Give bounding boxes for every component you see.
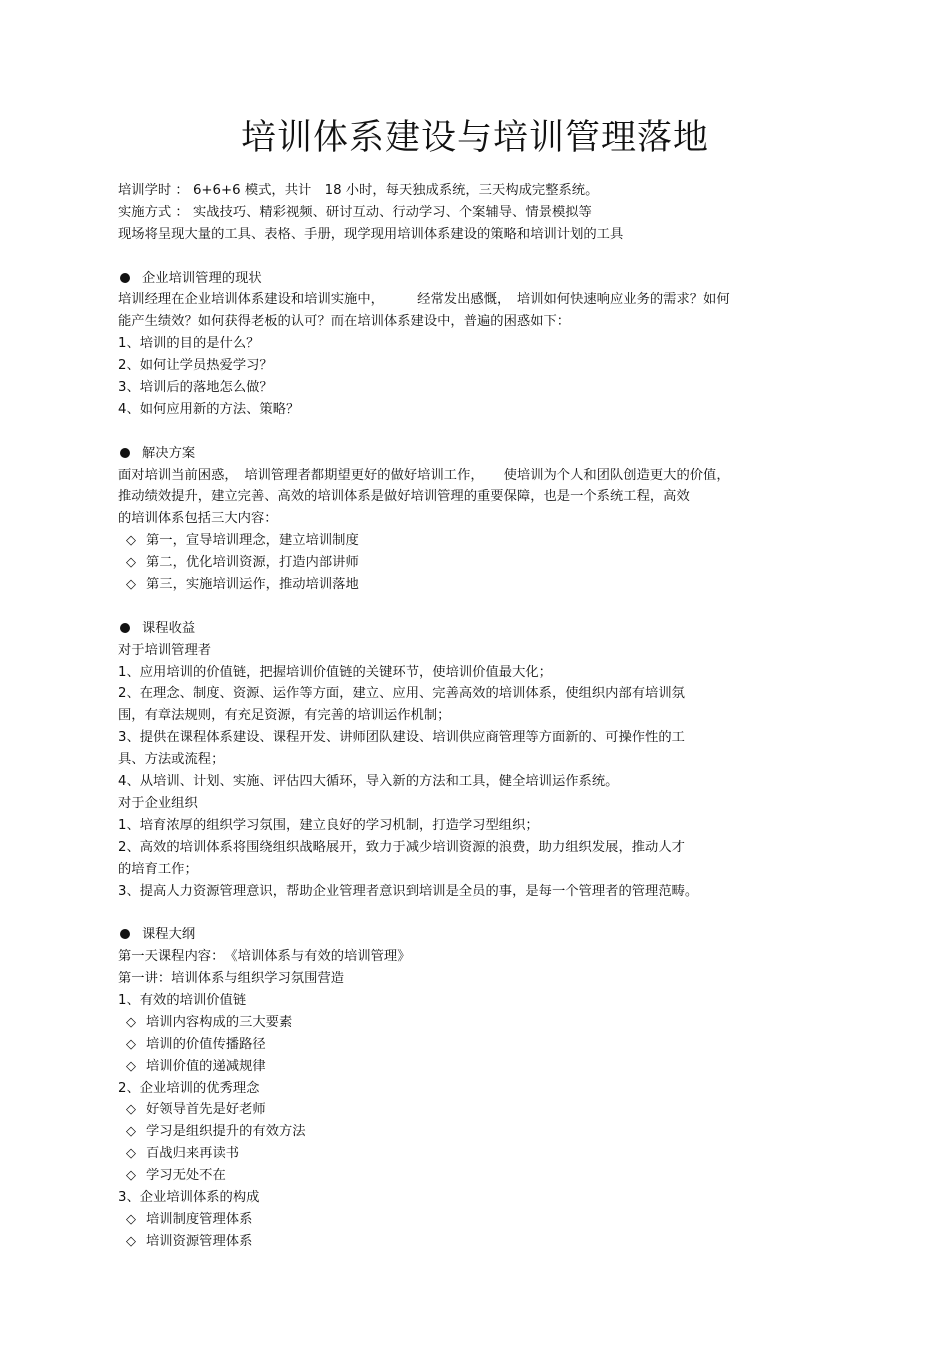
diamond-list-item: ◇ 培训内容构成的三大要素	[118, 1012, 818, 1034]
paragraph-line: 对于培训管理者	[118, 642, 212, 658]
paragraph-line: 3、提供在课程体系建设、课程开发、讲师团队建设、培训供应商管理等方面新的、可操作性的工	[118, 730, 685, 746]
diamond-icon: ◇	[126, 1036, 136, 1052]
diamond-list-item: ◇ 培训资源管理体系	[118, 1231, 818, 1253]
section-heading: 课程大纲	[118, 924, 818, 946]
section-heading: 课程收益	[118, 618, 818, 640]
outline-group-title: 3、企业培训体系的构成	[118, 1189, 260, 1205]
intro-line: 现场将呈现大量的工具、表格、手册，现学现用培训体系建设的策略和培训计划的工具	[118, 226, 624, 242]
diamond-icon: ◇	[126, 555, 136, 571]
diamond-list-item: ◇ 学习无处不在	[118, 1165, 818, 1187]
paragraph-line: 围，有章法规则，有充足资源，有完善的培训运作机制；	[118, 708, 451, 724]
diamond-list-item: ◇ 学习是组织提升的有效方法	[118, 1121, 818, 1143]
diamond-list-item: ◇ 培训价值的递减规律	[118, 1056, 818, 1078]
list-item: 2、如何让学员热爱学习？	[118, 358, 273, 374]
diamond-icon: ◇	[126, 577, 136, 593]
document-body	[118, 180, 818, 1253]
section-heading: 企业培训管理的现状	[118, 268, 818, 290]
diamond-icon: ◇	[126, 1102, 136, 1118]
list-item: 4、如何应用新的方法、策略？	[118, 401, 300, 417]
diamond-list-item: ◇ 好领导首先是好老师	[118, 1099, 818, 1121]
diamond-icon: ◇	[126, 1168, 136, 1184]
day-heading: 第一天课程内容： 《培训体系与有效的培训管理》	[118, 949, 411, 965]
section-heading: 解决方案	[118, 443, 818, 465]
diamond-list-item: ◇ 第二，优化培训资源，打造内部讲师	[118, 552, 818, 574]
lecture-heading: 第一讲：培训体系与组织学习氛围营造	[118, 971, 345, 987]
paragraph-line: 的培育工作；	[118, 861, 198, 877]
diamond-icon: ◇	[126, 1146, 136, 1162]
intro-line: 培训学时 ： 6+6+6 模式，共计 18 小时，每天独成系统，三天构成完整系统。	[118, 183, 599, 198]
diamond-icon: ◇	[126, 1233, 136, 1249]
diamond-list-item: ◇ 培训的价值传播路径	[118, 1034, 818, 1056]
bullet-dot-icon	[120, 448, 130, 458]
diamond-icon: ◇	[126, 1124, 136, 1140]
outline-group-title: 2、企业培训的优秀理念	[118, 1080, 260, 1096]
paragraph-line: 推动绩效提升，建立完善、高效的培训体系是做好培训管理的重要保障，也是一个系统工程，高效	[118, 489, 690, 505]
outline-group-title: 1、有效的培训价值链	[118, 992, 247, 1008]
diamond-list-item: ◇ 培训制度管理体系	[118, 1209, 818, 1231]
paragraph-line: 4、从培训、计划、实施、评估四大循环，导入新的方法和工具，健全培训运作系统。	[118, 774, 619, 790]
paragraph-line: 具、方法或流程；	[118, 752, 225, 768]
diamond-list-item: ◇ 第一，宣导培训理念，建立培训制度	[118, 530, 818, 552]
paragraph-line: 对于企业组织	[118, 795, 198, 811]
bullet-dot-icon	[120, 623, 130, 633]
diamond-list-item: ◇ 第三，实施培训运作，推动培训落地	[118, 574, 818, 596]
paragraph-line: 能产生绩效？如何获得老板的认可？而在培训体系建设中，普遍的困惑如下：	[118, 314, 571, 330]
diamond-icon: ◇	[126, 1058, 136, 1074]
paragraph-line: 1、应用培训的价值链，把握培训价值链的关键环节，使培训价值最大化；	[118, 664, 552, 680]
diamond-icon: ◇	[126, 1014, 136, 1030]
paragraph-line: 1、培育浓厚的组织学习氛围，建立良好的学习机制，打造学习型组织；	[118, 817, 539, 833]
paragraph-line: 的培训体系包括三大内容：	[118, 511, 278, 527]
paragraph-line: 培训经理在企业培训体系建设和培训实施中， 经常发出感慨， 培训如何快速响应业务的需求？如何	[118, 292, 730, 308]
diamond-icon: ◇	[126, 1211, 136, 1227]
paragraph-line: 3、提高人力资源管理意识，帮助企业管理者意识到培训是全员的事，是每一个管理者的管理范畴。	[118, 883, 699, 899]
list-item: 1、培训的目的是什么？	[118, 336, 260, 352]
list-item: 3、培训后的落地怎么做？	[118, 380, 273, 396]
bullet-dot-icon	[120, 273, 130, 283]
paragraph-line: 面对培训当前困惑， 培训管理者都期望更好的做好培训工作， 使培训为个人和团队创造更大的价值，	[118, 467, 730, 483]
paragraph-line: 2、在理念、制度、资源、运作等方面，建立、应用、完善高效的培训体系，使组织内部有培训氛	[118, 686, 685, 702]
diamond-list-item: ◇ 百战归来再读书	[118, 1143, 818, 1165]
document-title: 培训体系建设与培训管理落地	[240, 118, 709, 158]
diamond-icon: ◇	[126, 533, 136, 549]
intro-line: 实施方式 ： 实战技巧、精彩视频、研讨互动、行动学习、个案辅导、情景模拟等	[118, 204, 592, 220]
bullet-dot-icon	[120, 929, 130, 939]
paragraph-line: 2、高效的培训体系将围绕组织战略展开，致力于减少培训资源的浪费，助力组织发展，推动人才	[118, 839, 685, 855]
